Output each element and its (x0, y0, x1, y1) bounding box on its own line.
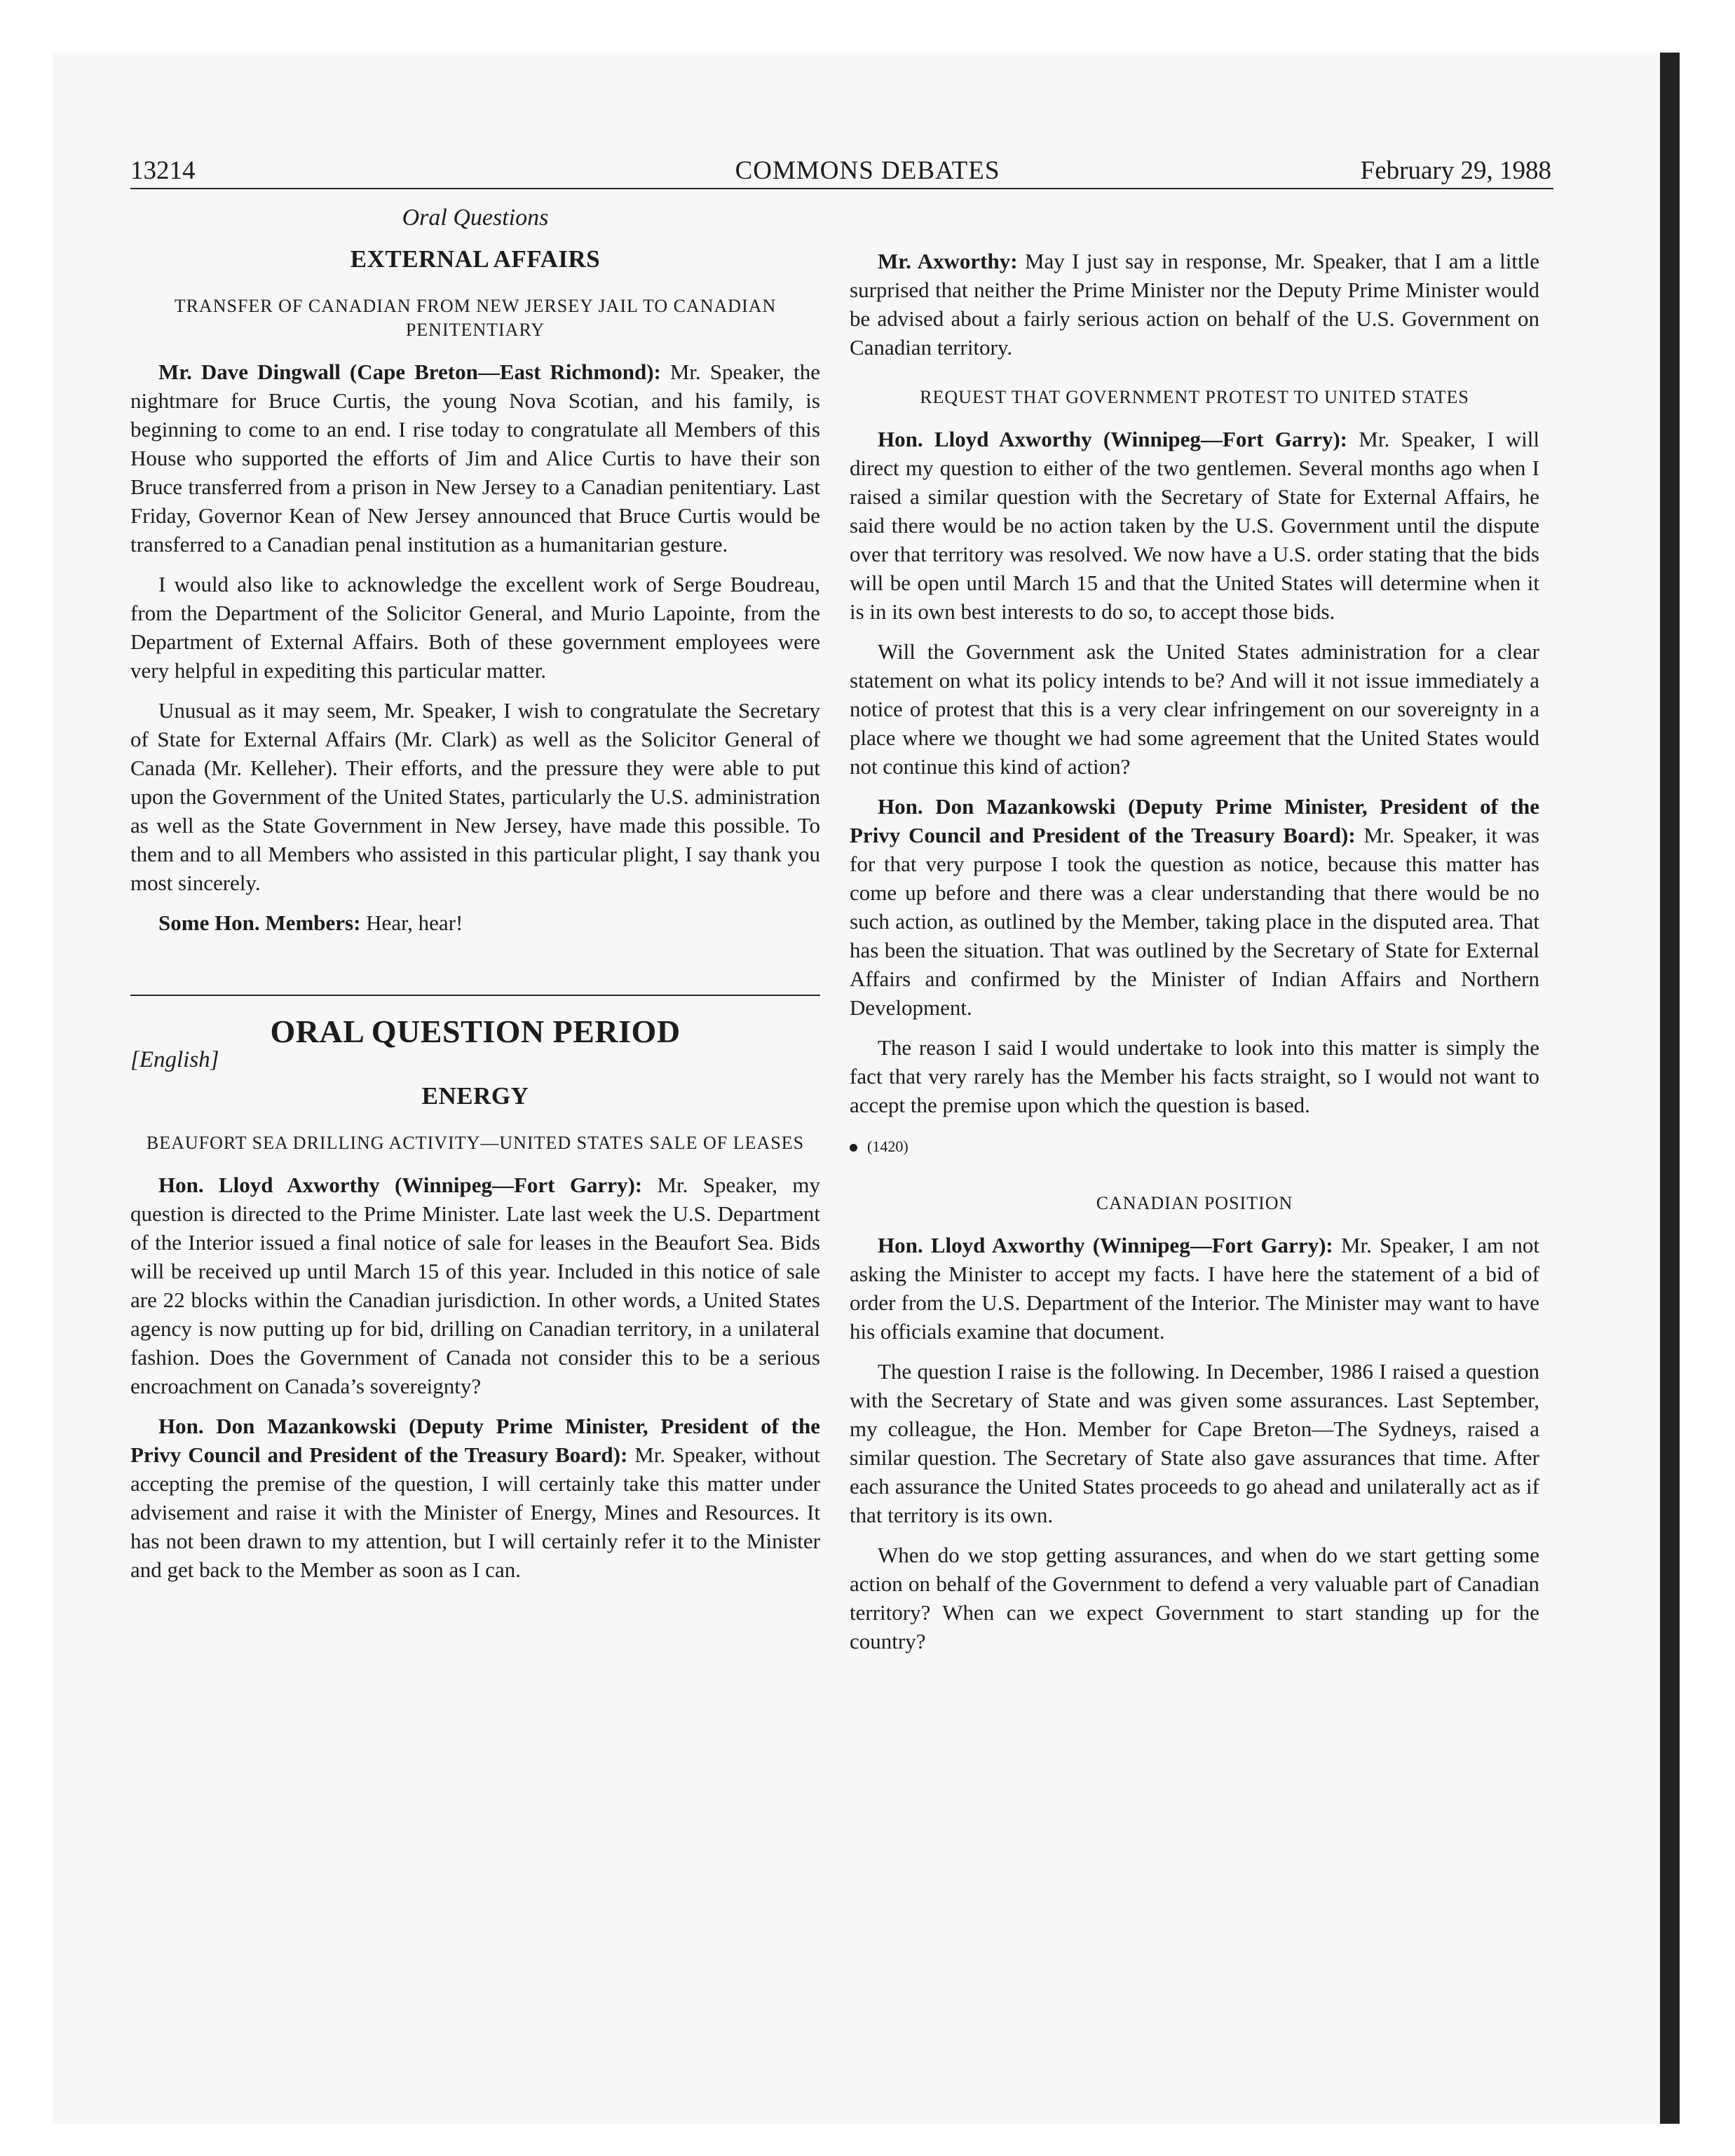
paragraph (130, 1171, 820, 1400)
speech-text: Mr. Speaker, my question is directed to the Prime Minister. Late last week the U.S. Department of the Interior issued a final notice of sale for leases in the Beaufort Sea. Bids will be received up until March 15 of this year. Included in this notice of sale are 22 blocks within the Canadian jurisdiction. In other words, a United States agency is now putting up for bid, drilling on Canadian territory, in a unilateral fashion. Does the Government of Canada not consider this to be a serious encroachment on Canada’s sovereignty? (130, 1173, 820, 1398)
time-marker (850, 1132, 1539, 1161)
bullet-icon (850, 1144, 857, 1152)
speaker-name: Hon. Don Mazankowski (Deputy Prime Minister, President of the Privy Council and President of the Treasury Board): (130, 1414, 820, 1467)
section-label: Oral Questions (402, 205, 549, 231)
page-number: 13214 (130, 156, 196, 185)
speaker-name: Hon. Lloyd Axworthy (Winnipeg—Fort Garry): (158, 1173, 643, 1197)
publication-title: COMMONS DEBATES (735, 156, 1000, 185)
speaker-name: Hon. Lloyd Axworthy (Winnipeg—Fort Garry): (878, 427, 1347, 451)
paragraph: When do we stop getting assurances, and when do we start getting some action on behalf of the Government to defend a very valuable part of Canadian territory? When can we expect Government to start standing up for the country? (850, 1543, 1539, 1653)
speaker-name: Mr. Dave Dingwall (Cape Breton—East Richmond): (158, 360, 661, 384)
right-column (850, 247, 1539, 1667)
speech-text: Mr. Speaker, the nightmare for Bruce Curtis, the young Nova Scotian, and his family, is beginning to come to an end. I rise today to congratulate all Members of this House who supported the efforts of Jim and Alice Curtis to have their son Bruce transferred from a prison in New Jersey to a Canadian penitentiary. Last Friday, Governor Kean of New Jersey announced that Bruce Curtis would be transferred to a Canadian penal institution as a humanitarian gesture. (130, 360, 820, 557)
left-column (130, 203, 820, 1595)
heading-energy: ENERGY (421, 1082, 529, 1110)
paragraph (130, 1412, 820, 1584)
paragraph: Unusual as it may seem, Mr. Speaker, I wish to congratulate the Secretary of State for External Affairs (Mr. Clark) as well as the Solicitor General of Canada (Mr. Kelleher). Their efforts, and the pressure they were able to put upon the Government of the United States, particularly the U.S. administration as well as the State Government in New Jersey, have made this possible. To them and to all Members who assisted in this particular plight, I say thank you most sincerely. (130, 698, 820, 895)
speaker-name: Some Hon. Members: (158, 910, 361, 935)
speech-text: Mr. Speaker, I will direct my question to either of the two gentlemen. Several months ago when I raised a similar question with the Secretary of State for External Affairs, he said there would be no action taken by the U.S. Government until the dispute over that territory was resolved. We now have a U.S. order stating that the bids will be open until March 15 and that the United States will determine when it is in its own best interests to do so, to accept those bids. (850, 427, 1539, 624)
paragraph: Will the Government ask the United States administration for a clear statement on what its policy intends to be? And will it not issue immediately a notice of protest that this is a very clear infringement on our sovereignty in a place where we thought we had some agreement that the United States would not continue this kind of action? (850, 639, 1539, 779)
speaker-name: Hon. Lloyd Axworthy (Winnipeg—Fort Garry): (878, 1233, 1333, 1257)
speech-text: Mr. Speaker, it was for that very purpose I took the question as notice, because this matter has come up before and there was a clear understanding that there would be no such action, as outlined by the Member, taking place in the disputed area. That has been the situation. That was outlined by the Secretary of State for External Affairs and confirmed by the Minister of Indian Affairs and Northern Development. (850, 823, 1539, 1020)
paragraph (850, 1231, 1539, 1346)
heading-oral-question-period: ORAL QUESTION PERIOD (270, 1014, 681, 1049)
paragraph (130, 908, 820, 937)
speech-text: Hear, hear! (360, 910, 463, 935)
paragraph: The reason I said I would undertake to look into this matter is simply the fact that very rarely has the Member his facts straight, so I would not want to accept the premise upon which the question is based. (850, 1035, 1539, 1117)
heading-external-affairs: EXTERNAL AFFAIRS (350, 245, 601, 273)
subheading-protest: REQUEST THAT GOVERNMENT PROTEST TO UNITED STATES (920, 387, 1469, 407)
subheading-canadian-position: CANADIAN POSITION (1096, 1193, 1293, 1213)
speaker-name: Mr. Axworthy: (878, 249, 1018, 273)
paragraph (850, 247, 1539, 362)
section-divider (130, 995, 820, 996)
page-date: February 29, 1988 (1360, 156, 1551, 185)
subheading-transfer: TRANSFER OF CANADIAN FROM NEW JERSEY JAIL TO CANADIAN PENITENTIARY (174, 296, 777, 340)
paragraph (850, 425, 1539, 626)
time-marker-text: (1420) (867, 1138, 909, 1155)
paragraph (850, 792, 1539, 1022)
paragraph: I would also like to acknowledge the excellent work of Serge Boudreau, from the Department of the Solicitor General, and Murio Lapointe, from the Department of External Affairs. Both of these government employees were very helpful in expediting this particular matter. (130, 572, 820, 683)
subheading-beaufort-sea: BEAUFORT SEA DRILLING ACTIVITY—UNITED STATES SALE OF LEASES (146, 1133, 805, 1153)
speech-text: Mr. Speaker, without accepting the premise of the question, I will certainly take this matter under advisement and raise it with the Minister of Energy, Mines and Resources. It has not been drawn to my attention, but I will certainly refer it to the Minister and get back to the Member as soon as I can. (130, 1442, 820, 1582)
paragraph: The question I raise is the following. In December, 1986 I raised a question with the Secretary of State and was given some assurances. Last September, my colleague, the Hon. Member for Cape Breton—The Sydneys, raised a similar question. The Secretary of State also gave assurances that time. After each assurance the United States proceeds to go ahead and unilaterally act as if that territory is its own. (850, 1359, 1539, 1527)
speech-text: May I just say in response, Mr. Speaker, that I am a little surprised that neither the Prime Minister nor the Deputy Prime Minister would be advised about a fairly serious action on behalf of the U.S. Government on Canadian territory. (850, 249, 1539, 360)
paragraph (130, 357, 820, 559)
speech-text: Mr. Speaker, I am not asking the Minister to accept my facts. I have here the statement of a bid of order from the U.S. Department of the Interior. The Minister may want to have his officials examine that document. (850, 1233, 1539, 1344)
speaker-name: Hon. Don Mazankowski (Deputy Prime Minister, President of the Privy Council and President of the Treasury Board): (850, 794, 1539, 847)
header-rule (130, 188, 1553, 189)
language-marker: [English] (130, 1047, 219, 1072)
